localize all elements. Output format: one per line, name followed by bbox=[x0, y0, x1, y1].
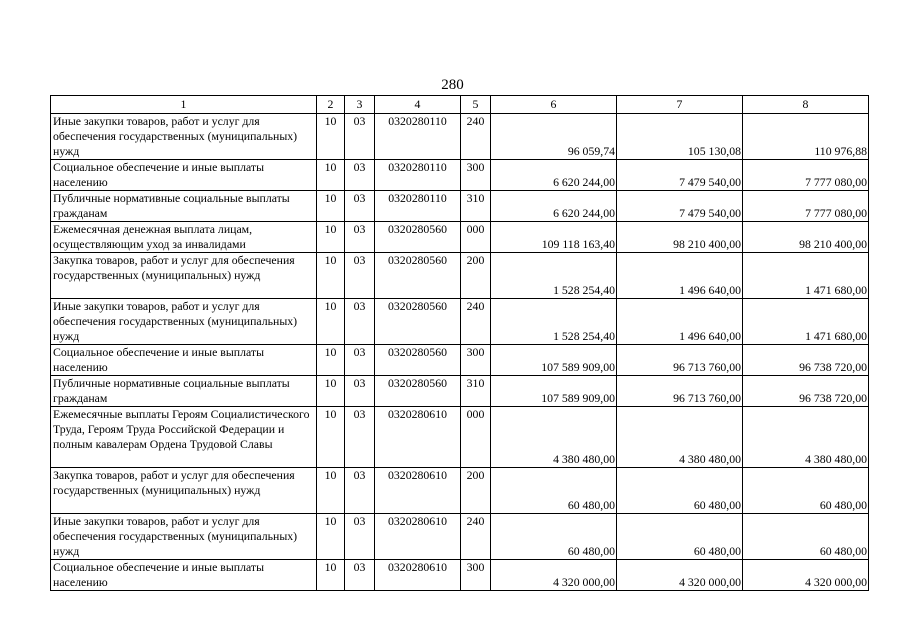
amount-col8-cell: 4 320 000,00 bbox=[743, 560, 869, 591]
subsection-cell: 03 bbox=[345, 253, 375, 299]
target-code-cell: 0320280560 bbox=[375, 253, 461, 299]
table-row bbox=[51, 222, 869, 253]
amount-col6-cell: 1 528 254,40 bbox=[491, 253, 617, 299]
row-name-cell: Закупка товаров, работ и услуг для обеспечения государственных (муниципальных) нужд bbox=[51, 253, 317, 299]
section-cell: 10 bbox=[317, 299, 345, 345]
table-row bbox=[51, 514, 869, 560]
row-name-cell: Ежемесячная денежная выплата лицам, осуществляющим уход за инвалидами bbox=[51, 222, 317, 253]
amount-col6-cell: 96 059,74 bbox=[491, 114, 617, 160]
amount-col8-cell: 7 777 080,00 bbox=[743, 191, 869, 222]
amount-col8-cell: 60 480,00 bbox=[743, 468, 869, 514]
table-row bbox=[51, 376, 869, 407]
amount-col8-cell: 1 471 680,00 bbox=[743, 299, 869, 345]
subsection-cell: 03 bbox=[345, 160, 375, 191]
amount-col7-cell: 98 210 400,00 bbox=[617, 222, 743, 253]
budget-table bbox=[50, 95, 869, 591]
amount-col7-cell: 4 320 000,00 bbox=[617, 560, 743, 591]
amount-col7-cell: 96 713 760,00 bbox=[617, 345, 743, 376]
subsection-cell: 03 bbox=[345, 114, 375, 160]
column-header: 3 bbox=[345, 96, 375, 114]
expense-type-cell: 200 bbox=[461, 468, 491, 514]
table-row bbox=[51, 191, 869, 222]
section-cell: 10 bbox=[317, 560, 345, 591]
row-name-cell: Ежемесячные выплаты Героям Социалистического Труда, Героям Труда Российской Федерации и полным кавалерам Ордена Трудовой Славы bbox=[51, 407, 317, 468]
table-row bbox=[51, 560, 869, 591]
header-row bbox=[51, 96, 869, 114]
row-name-cell: Социальное обеспечение и иные выплаты населению bbox=[51, 560, 317, 591]
table-row bbox=[51, 468, 869, 514]
amount-col7-cell: 7 479 540,00 bbox=[617, 191, 743, 222]
subsection-cell: 03 bbox=[345, 560, 375, 591]
amount-col7-cell: 60 480,00 bbox=[617, 514, 743, 560]
table-row bbox=[51, 160, 869, 191]
amount-col6-cell: 107 589 909,00 bbox=[491, 345, 617, 376]
column-header: 4 bbox=[375, 96, 461, 114]
column-header: 7 bbox=[617, 96, 743, 114]
section-cell: 10 bbox=[317, 514, 345, 560]
section-cell: 10 bbox=[317, 468, 345, 514]
table-row bbox=[51, 345, 869, 376]
section-cell: 10 bbox=[317, 114, 345, 160]
expense-type-cell: 300 bbox=[461, 160, 491, 191]
subsection-cell: 03 bbox=[345, 299, 375, 345]
target-code-cell: 0320280560 bbox=[375, 345, 461, 376]
target-code-cell: 0320280610 bbox=[375, 407, 461, 468]
amount-col7-cell: 7 479 540,00 bbox=[617, 160, 743, 191]
table-row bbox=[51, 114, 869, 160]
column-header: 2 bbox=[317, 96, 345, 114]
amount-col6-cell: 109 118 163,40 bbox=[491, 222, 617, 253]
table-body bbox=[51, 96, 869, 591]
amount-col6-cell: 60 480,00 bbox=[491, 468, 617, 514]
row-name-cell: Публичные нормативные социальные выплаты гражданам bbox=[51, 376, 317, 407]
section-cell: 10 bbox=[317, 222, 345, 253]
row-name-cell: Социальное обеспечение и иные выплаты населению bbox=[51, 160, 317, 191]
row-name-cell: Иные закупки товаров, работ и услуг для обеспечения государственных (муниципальных) нужд bbox=[51, 114, 317, 160]
expense-type-cell: 000 bbox=[461, 222, 491, 253]
section-cell: 10 bbox=[317, 191, 345, 222]
amount-col6-cell: 107 589 909,00 bbox=[491, 376, 617, 407]
table-row bbox=[51, 253, 869, 299]
expense-type-cell: 310 bbox=[461, 191, 491, 222]
column-header: 6 bbox=[491, 96, 617, 114]
subsection-cell: 03 bbox=[345, 191, 375, 222]
amount-col7-cell: 1 496 640,00 bbox=[617, 299, 743, 345]
amount-col6-cell: 60 480,00 bbox=[491, 514, 617, 560]
amount-col8-cell: 96 738 720,00 bbox=[743, 376, 869, 407]
subsection-cell: 03 bbox=[345, 407, 375, 468]
subsection-cell: 03 bbox=[345, 468, 375, 514]
amount-col7-cell: 4 380 480,00 bbox=[617, 407, 743, 468]
row-name-cell: Иные закупки товаров, работ и услуг для обеспечения государственных (муниципальных) нужд bbox=[51, 299, 317, 345]
amount-col6-cell: 6 620 244,00 bbox=[491, 191, 617, 222]
expense-type-cell: 310 bbox=[461, 376, 491, 407]
target-code-cell: 0320280610 bbox=[375, 560, 461, 591]
page-number: 280 bbox=[441, 77, 464, 93]
expense-type-cell: 200 bbox=[461, 253, 491, 299]
amount-col8-cell: 60 480,00 bbox=[743, 514, 869, 560]
amount-col7-cell: 1 496 640,00 bbox=[617, 253, 743, 299]
amount-col8-cell: 96 738 720,00 bbox=[743, 345, 869, 376]
section-cell: 10 bbox=[317, 253, 345, 299]
target-code-cell: 0320280610 bbox=[375, 514, 461, 560]
amount-col7-cell: 96 713 760,00 bbox=[617, 376, 743, 407]
amount-col7-cell: 60 480,00 bbox=[617, 468, 743, 514]
table-row bbox=[51, 299, 869, 345]
subsection-cell: 03 bbox=[345, 222, 375, 253]
expense-type-cell: 300 bbox=[461, 345, 491, 376]
row-name-cell: Иные закупки товаров, работ и услуг для обеспечения государственных (муниципальных) нужд bbox=[51, 514, 317, 560]
target-code-cell: 0320280110 bbox=[375, 160, 461, 191]
amount-col6-cell: 4 320 000,00 bbox=[491, 560, 617, 591]
expense-type-cell: 240 bbox=[461, 514, 491, 560]
amount-col8-cell: 98 210 400,00 bbox=[743, 222, 869, 253]
section-cell: 10 bbox=[317, 160, 345, 191]
expense-type-cell: 000 bbox=[461, 407, 491, 468]
amount-col6-cell: 6 620 244,00 bbox=[491, 160, 617, 191]
section-cell: 10 bbox=[317, 345, 345, 376]
expense-type-cell: 240 bbox=[461, 114, 491, 160]
column-header: 1 bbox=[51, 96, 317, 114]
expense-type-cell: 240 bbox=[461, 299, 491, 345]
row-name-cell: Публичные нормативные социальные выплаты гражданам bbox=[51, 191, 317, 222]
amount-col6-cell: 4 380 480,00 bbox=[491, 407, 617, 468]
row-name-cell: Закупка товаров, работ и услуг для обеспечения государственных (муниципальных) нужд bbox=[51, 468, 317, 514]
amount-col8-cell: 110 976,88 bbox=[743, 114, 869, 160]
subsection-cell: 03 bbox=[345, 376, 375, 407]
target-code-cell: 0320280610 bbox=[375, 468, 461, 514]
amount-col8-cell: 7 777 080,00 bbox=[743, 160, 869, 191]
target-code-cell: 0320280560 bbox=[375, 376, 461, 407]
target-code-cell: 0320280560 bbox=[375, 222, 461, 253]
amount-col8-cell: 4 380 480,00 bbox=[743, 407, 869, 468]
target-code-cell: 0320280110 bbox=[375, 114, 461, 160]
amount-col7-cell: 105 130,08 bbox=[617, 114, 743, 160]
target-code-cell: 0320280560 bbox=[375, 299, 461, 345]
column-header: 5 bbox=[461, 96, 491, 114]
subsection-cell: 03 bbox=[345, 345, 375, 376]
subsection-cell: 03 bbox=[345, 514, 375, 560]
column-header: 8 bbox=[743, 96, 869, 114]
section-cell: 10 bbox=[317, 376, 345, 407]
row-name-cell: Социальное обеспечение и иные выплаты населению bbox=[51, 345, 317, 376]
section-cell: 10 bbox=[317, 407, 345, 468]
table-row bbox=[51, 407, 869, 468]
expense-type-cell: 300 bbox=[461, 560, 491, 591]
amount-col8-cell: 1 471 680,00 bbox=[743, 253, 869, 299]
target-code-cell: 0320280110 bbox=[375, 191, 461, 222]
amount-col6-cell: 1 528 254,40 bbox=[491, 299, 617, 345]
